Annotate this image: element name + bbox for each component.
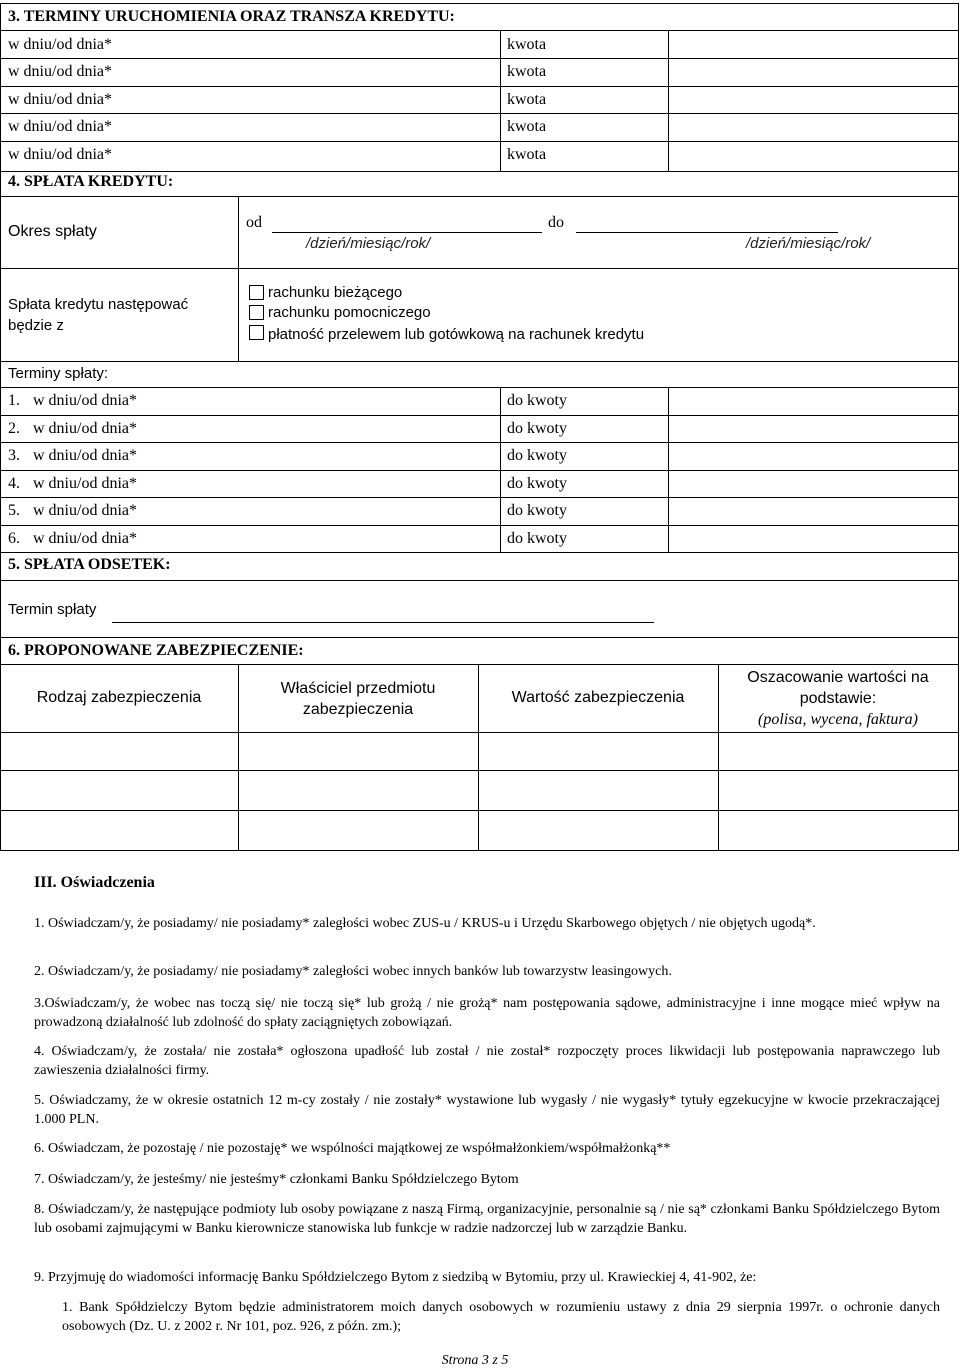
date-label: w dniu/od dnia*: [8, 36, 112, 53]
schedule-num: 3.: [8, 447, 20, 464]
date-label: w dniu/od dnia*: [8, 91, 112, 108]
declaration-item: 3.Oświadczam/y, że wobec nas toczą się/ nie toczą się* lub grożą / nie grożą* nam postępowania sądowe, administracyjne i inne mogące mieć wpływ na prowadzoną działalność lub zdolność do spłaty zaciągniętych zobowiązań.: [34, 996, 940, 1030]
header-value: Wartość zabezpieczenia: [511, 689, 685, 706]
schedule-date-label: w dniu/od dnia*: [33, 420, 137, 437]
schedule-label: Terminy spłaty:: [8, 365, 109, 382]
option-current-account-label: rachunku bieżącego: [268, 284, 403, 301]
header-security-type: Rodzaj zabezpieczenia: [36, 689, 202, 706]
declaration-item: 8. Oświadczam/y, że następujące podmioty lub osoby powiązane z naszą Firmą, organizacyjnie, personalnie są / nie są* członkami Banku Spółdzielczego Bytom lub osobami zajmującymi w Banku kierownicze stanowiska lub funkcje w radzie nadzorczej lub w zarządzie Banku.: [34, 1202, 940, 1236]
schedule-date-label: w dniu/od dnia*: [33, 502, 137, 519]
option-auxiliary-account-label: rachunku pomocniczego: [268, 304, 431, 321]
date-label: w dniu/od dnia*: [8, 146, 112, 163]
from-date-field[interactable]: [272, 232, 542, 233]
schedule-amount-label: do kwoty: [507, 420, 567, 437]
amount-label: kwota: [507, 118, 547, 135]
declaration-item: 2. Oświadczam/y, że posiadamy/ nie posiadamy* zaległości wobec innych banków lub towarzystw leasingowych.: [34, 964, 672, 979]
amount-label: kwota: [507, 146, 547, 163]
option-transfer-checkbox[interactable]: [249, 325, 264, 340]
declaration-item: 1. Oświadczam/y, że posiadamy/ nie posiadamy* zaległości wobec ZUS-u / KRUS-u i Urzędu Skarbowego objętych / nie objętych ugodą*.: [34, 916, 816, 931]
schedule-amount-label: do kwoty: [507, 530, 567, 547]
declaration-item: 7. Oświadczam/y, że jesteśmy/ nie jesteśmy* członkami Banku Spółdzielczego Bytom: [34, 1172, 519, 1187]
to-date-field[interactable]: [576, 232, 838, 233]
schedule-date-label: w dniu/od dnia*: [33, 475, 137, 492]
declaration-item: 5. Oświadczamy, że w okresie ostatnich 12 m-cy zostały / nie zostały* wystawione lub wygasły / nie wygasły* tytuły egzekucyjne w kwocie przekraczającej 1.000 PLN.: [34, 1093, 940, 1127]
section6-title: 6. PROPONOWANE ZABEZPIECZENIE:: [8, 642, 304, 659]
amount-label: kwota: [507, 36, 547, 53]
header-owner: [238, 678, 478, 720]
schedule-date-label: w dniu/od dnia*: [33, 392, 137, 409]
schedule-amount-label: do kwoty: [507, 475, 567, 492]
date-label: w dniu/od dnia*: [8, 63, 112, 80]
schedule-date-label: w dniu/od dnia*: [33, 530, 137, 547]
interest-term-label: Termin spłaty: [8, 601, 97, 618]
schedule-num: 6.: [8, 530, 20, 547]
page-number: Strona 3 z 5: [441, 1353, 509, 1368]
declaration-sub-item: 1. Bank Spółdzielczy Bytom będzie administratorem moich danych osobowych w rozumieniu ustawy z dnia 29 sierpnia 1997r. o ochronie danych osobowych (Dz. U. z 2002 r. Nr 101, poz. 926, z późn. zm.);: [62, 1300, 940, 1334]
option-current-account-checkbox[interactable]: [249, 285, 264, 300]
date-label: w dniu/od dnia*: [8, 118, 112, 135]
amount-label: kwota: [507, 63, 547, 80]
to-label: do: [548, 214, 564, 231]
section5-title: 5. SPŁATA ODSETEK:: [8, 556, 171, 573]
declarations-title: III. Oświadczenia: [34, 874, 155, 891]
security-row-empty[interactable]: [0, 732, 958, 770]
from-label: od: [246, 214, 262, 231]
schedule-num: 5.: [8, 502, 20, 519]
to-date-hint: /dzień/miesiąc/rok/: [746, 235, 871, 252]
security-row-empty[interactable]: [0, 770, 958, 810]
from-date-hint: /dzień/miesiąc/rok/: [306, 235, 431, 252]
amount-label: kwota: [507, 91, 547, 108]
interest-term-field[interactable]: [112, 622, 654, 623]
schedule-num: 4.: [8, 475, 20, 492]
header-basis-line1: Oszacowanie wartości na: [747, 669, 929, 686]
option-transfer-label: płatność przelewem lub gotówkową na rachunek kredytu: [268, 326, 645, 343]
schedule-num: 2.: [8, 420, 20, 437]
header-owner-line2: zabezpieczenia: [302, 701, 414, 718]
schedule-amount-label: do kwoty: [507, 392, 567, 409]
section3-title: 3. TERMINY URUCHOMIENIA ORAZ TRANSZA KREDYTU:: [8, 8, 455, 25]
declaration-item: 9. Przyjmuję do wiadomości informację Banku Spółdzielczego Bytom z siedzibą w Bytomiu, przy ul. Krawieckiej 4, 41-902, że:: [34, 1270, 757, 1285]
repay-from-label: Spłata kredytu następować będzie z: [8, 296, 189, 334]
schedule-num: 1.: [8, 392, 20, 409]
section4-title: 4. SPŁATA KREDYTU:: [8, 173, 174, 190]
security-row-empty[interactable]: [0, 810, 958, 850]
repayment-period-label: Okres spłaty: [8, 223, 97, 240]
header-basis-line3: (polisa, wycena, faktura): [758, 711, 918, 728]
header-owner-line1: Właściciel przedmiotu: [280, 680, 436, 697]
option-auxiliary-account-checkbox[interactable]: [249, 305, 264, 320]
header-basis: [718, 667, 958, 730]
schedule-amount-label: do kwoty: [507, 447, 567, 464]
declaration-item: 4. Oświadczam/y, że została/ nie została* ogłoszona upadłość lub został / nie został* rozpoczęty proces likwidacji lub postępowania naprawczego lub zawieszenia działalności firmy.: [34, 1044, 940, 1078]
header-basis-line2: podstawie:: [799, 690, 877, 707]
declaration-item: 6. Oświadczam, że pozostaję / nie pozostaję* we wspólności majątkowej ze współmałżonkiem/współmałżonką**: [34, 1141, 671, 1156]
schedule-date-label: w dniu/od dnia*: [33, 447, 137, 464]
schedule-amount-label: do kwoty: [507, 502, 567, 519]
